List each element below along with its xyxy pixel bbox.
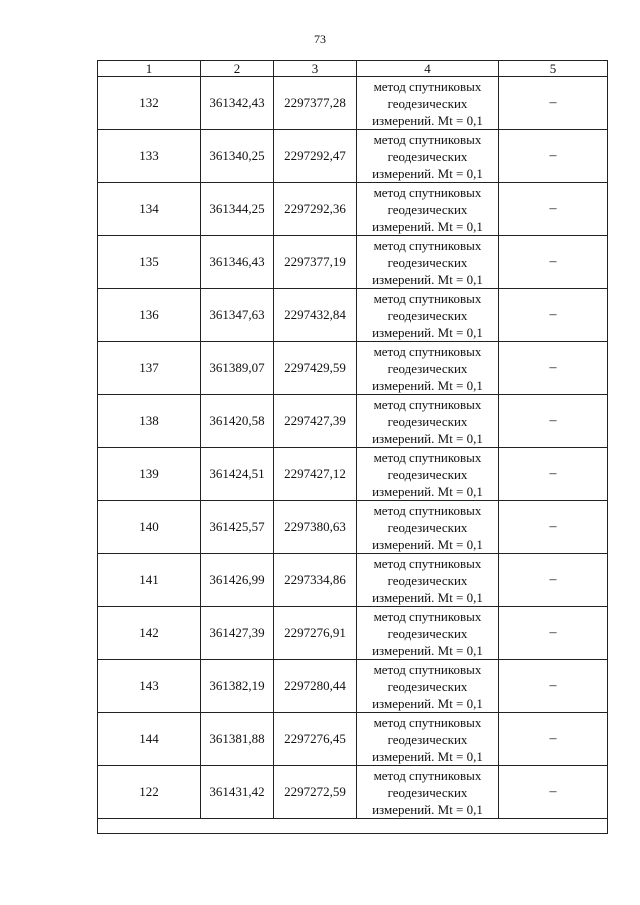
point-number: 143	[98, 660, 201, 713]
table-row	[98, 183, 608, 236]
determination-method	[357, 607, 499, 660]
determination-method	[357, 77, 499, 130]
method-line: геодезических	[387, 201, 468, 217]
method-line: измерений. Mt = 0,1	[372, 165, 483, 181]
method-line: измерений. Mt = 0,1	[372, 589, 483, 605]
method-line: метод спутниковых	[373, 502, 482, 518]
note-cell: –	[499, 395, 608, 448]
method-line: метод спутниковых	[373, 237, 482, 253]
table-row	[98, 660, 608, 713]
point-number: 134	[98, 183, 201, 236]
point-number: 133	[98, 130, 201, 183]
method-line: измерений. Mt = 0,1	[372, 377, 483, 393]
empty-cell	[98, 819, 608, 834]
method-line: геодезических	[387, 307, 468, 323]
empty-row	[98, 819, 608, 834]
point-number: 142	[98, 607, 201, 660]
method-line: геодезических	[387, 148, 468, 164]
method-line: геодезических	[387, 519, 468, 535]
coordinate-x: 361420,58	[201, 395, 274, 448]
column-header-1: 1	[98, 61, 201, 77]
coordinate-x: 361346,43	[201, 236, 274, 289]
coordinate-y: 2297432,84	[274, 289, 357, 342]
coordinate-x: 361344,25	[201, 183, 274, 236]
coordinate-y: 2297427,12	[274, 448, 357, 501]
coordinate-x: 361424,51	[201, 448, 274, 501]
method-line: геодезических	[387, 784, 468, 800]
point-number: 137	[98, 342, 201, 395]
determination-method	[357, 236, 499, 289]
note-cell: –	[499, 607, 608, 660]
point-number: 132	[98, 77, 201, 130]
note-cell: –	[499, 183, 608, 236]
determination-method	[357, 554, 499, 607]
method-line: геодезических	[387, 466, 468, 482]
note-cell: –	[499, 77, 608, 130]
table-row	[98, 395, 608, 448]
coordinate-y: 2297377,19	[274, 236, 357, 289]
method-line: измерений. Mt = 0,1	[372, 695, 483, 711]
table-row	[98, 130, 608, 183]
method-line: измерений. Mt = 0,1	[372, 536, 483, 552]
point-number: 138	[98, 395, 201, 448]
coordinate-x: 361389,07	[201, 342, 274, 395]
method-line: метод спутниковых	[373, 184, 482, 200]
method-line: геодезических	[387, 625, 468, 641]
method-line: метод спутниковых	[373, 449, 482, 465]
coordinate-y: 2297377,28	[274, 77, 357, 130]
point-number: 141	[98, 554, 201, 607]
method-line: измерений. Mt = 0,1	[372, 218, 483, 234]
method-line: измерений. Mt = 0,1	[372, 271, 483, 287]
table-row	[98, 448, 608, 501]
coordinate-x: 361431,42	[201, 766, 274, 819]
column-header-2: 2	[201, 61, 274, 77]
determination-method	[357, 342, 499, 395]
note-cell: –	[499, 236, 608, 289]
method-line: измерений. Mt = 0,1	[372, 112, 483, 128]
note-cell: –	[499, 130, 608, 183]
method-line: геодезических	[387, 95, 468, 111]
method-line: геодезических	[387, 572, 468, 588]
method-line: геодезических	[387, 254, 468, 270]
determination-method	[357, 660, 499, 713]
determination-method	[357, 766, 499, 819]
determination-method	[357, 395, 499, 448]
coordinate-x: 361381,88	[201, 713, 274, 766]
method-line: измерений. Mt = 0,1	[372, 483, 483, 499]
note-cell: –	[499, 448, 608, 501]
method-line: метод спутниковых	[373, 343, 482, 359]
table-row	[98, 77, 608, 130]
note-cell: –	[499, 554, 608, 607]
coordinate-x: 361425,57	[201, 501, 274, 554]
method-line: метод спутниковых	[373, 767, 482, 783]
point-number: 136	[98, 289, 201, 342]
coordinate-y: 2297427,39	[274, 395, 357, 448]
coordinate-x: 361427,39	[201, 607, 274, 660]
coordinate-y: 2297429,59	[274, 342, 357, 395]
table-row	[98, 607, 608, 660]
coordinate-x: 361382,19	[201, 660, 274, 713]
note-cell: –	[499, 342, 608, 395]
table-body	[98, 77, 608, 819]
method-line: метод спутниковых	[373, 555, 482, 571]
coordinate-y: 2297276,91	[274, 607, 357, 660]
method-line: метод спутниковых	[373, 290, 482, 306]
table-row	[98, 713, 608, 766]
table-row	[98, 236, 608, 289]
coordinate-y: 2297334,86	[274, 554, 357, 607]
page-number: 73	[314, 32, 326, 46]
coordinate-y: 2297292,36	[274, 183, 357, 236]
point-number: 140	[98, 501, 201, 554]
determination-method	[357, 183, 499, 236]
method-line: метод спутниковых	[373, 396, 482, 412]
table-row	[98, 342, 608, 395]
method-line: измерений. Mt = 0,1	[372, 430, 483, 446]
point-number: 135	[98, 236, 201, 289]
coordinate-x: 361340,25	[201, 130, 274, 183]
determination-method	[357, 713, 499, 766]
point-number: 144	[98, 713, 201, 766]
table-row	[98, 554, 608, 607]
method-line: измерений. Mt = 0,1	[372, 801, 483, 817]
note-cell: –	[499, 501, 608, 554]
coordinate-y: 2297380,63	[274, 501, 357, 554]
coordinates-table	[97, 60, 608, 834]
coordinate-y: 2297276,45	[274, 713, 357, 766]
table-row	[98, 766, 608, 819]
column-header-5: 5	[499, 61, 608, 77]
table-row	[98, 289, 608, 342]
method-line: метод спутниковых	[373, 714, 482, 730]
determination-method	[357, 130, 499, 183]
method-line: геодезических	[387, 360, 468, 376]
point-number: 139	[98, 448, 201, 501]
method-line: измерений. Mt = 0,1	[372, 324, 483, 340]
coordinate-y: 2297292,47	[274, 130, 357, 183]
method-line: метод спутниковых	[373, 131, 482, 147]
method-line: измерений. Mt = 0,1	[372, 642, 483, 658]
method-line: измерений. Mt = 0,1	[372, 748, 483, 764]
note-cell: –	[499, 713, 608, 766]
determination-method	[357, 501, 499, 554]
column-header-4: 4	[357, 61, 499, 77]
method-line: геодезических	[387, 731, 468, 747]
determination-method	[357, 448, 499, 501]
method-line: метод спутниковых	[373, 78, 482, 94]
determination-method	[357, 289, 499, 342]
coordinate-y: 2297280,44	[274, 660, 357, 713]
coordinate-x: 361426,99	[201, 554, 274, 607]
coordinate-x: 361342,43	[201, 77, 274, 130]
method-line: метод спутниковых	[373, 608, 482, 624]
table-row	[98, 501, 608, 554]
column-header-3: 3	[274, 61, 357, 77]
coordinate-y: 2297272,59	[274, 766, 357, 819]
note-cell: –	[499, 289, 608, 342]
note-cell: –	[499, 766, 608, 819]
method-line: геодезических	[387, 678, 468, 694]
method-line: метод спутниковых	[373, 661, 482, 677]
point-number: 122	[98, 766, 201, 819]
note-cell: –	[499, 660, 608, 713]
coordinate-x: 361347,63	[201, 289, 274, 342]
table-header-row	[98, 61, 608, 77]
method-line: геодезических	[387, 413, 468, 429]
